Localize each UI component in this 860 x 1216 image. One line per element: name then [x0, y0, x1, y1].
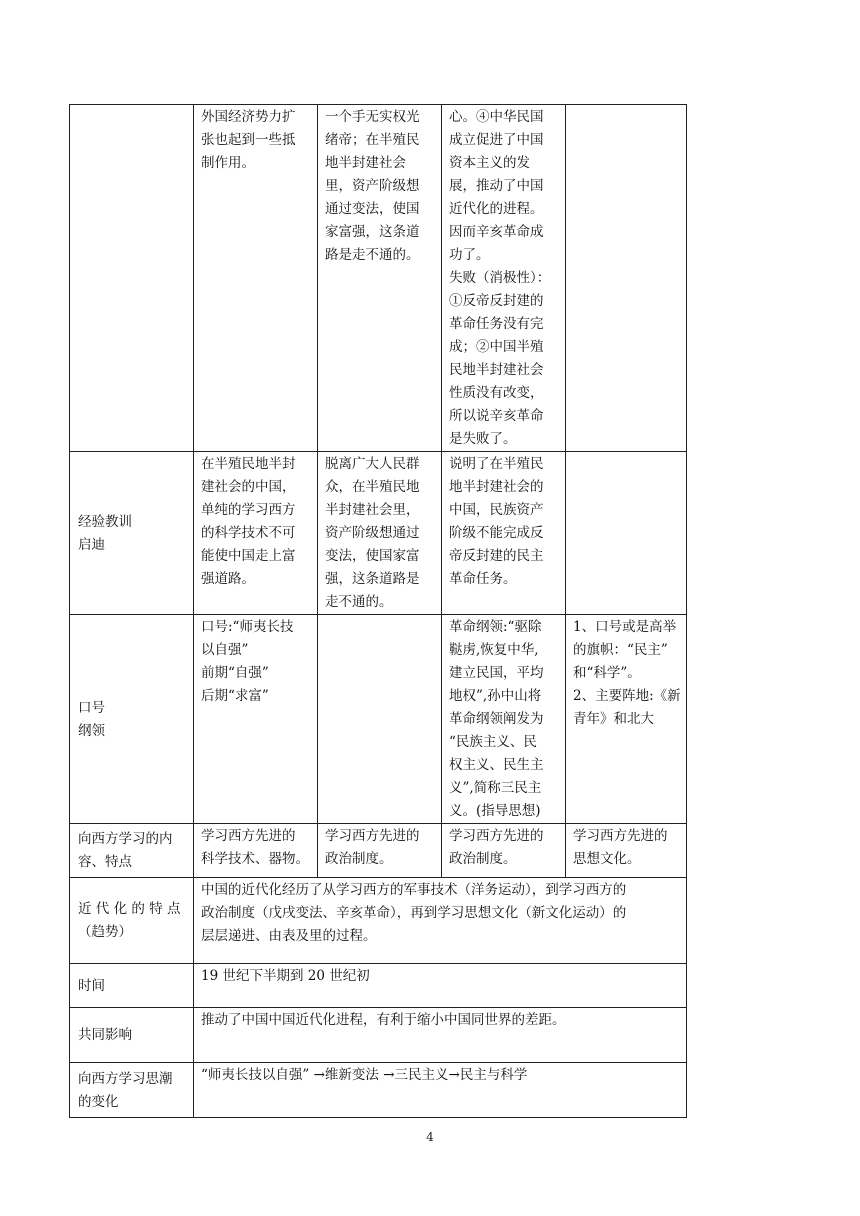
- cell-impact-text: 推动了中国中国近代化进程，有利于缩小中国同世界的差距。: [194, 1008, 687, 1063]
- text-line: 地权”,孙中山将: [449, 688, 542, 704]
- text-line: 失败（消极性）：: [449, 270, 551, 286]
- cell-new-culture: [566, 452, 687, 615]
- cell-westernization: [194, 824, 318, 878]
- text-line: 科学技术、器物。: [201, 851, 309, 867]
- cell-time-text: 19 世纪下半期到 20 世纪初: [194, 964, 687, 1008]
- text-line: 建社会的中国，: [201, 479, 296, 495]
- text-line: 2、主要阵地:《新: [573, 688, 681, 704]
- text-line: 革命任务。: [449, 571, 517, 587]
- text-line: 权主义、民生主: [449, 757, 544, 773]
- text-line: 和“科学”。: [573, 665, 641, 681]
- text-line: 成；②中国半殖: [449, 339, 544, 355]
- cell-revolution: [442, 824, 566, 878]
- text-line: 青年》和北大: [573, 711, 654, 727]
- text-line: 后期“求富”: [201, 688, 269, 704]
- cell-change-text: “师夷长技以自强” →维新变法 →三民主义→民主与科学: [194, 1063, 687, 1118]
- text-line: 经验教训: [78, 513, 132, 530]
- text-line: 义。(指导思想): [449, 803, 541, 819]
- text-line: 中国的近代化经历了从学习西方的军事技术（洋务运动），到学习西方的: [201, 882, 627, 898]
- text-line: 展，推动了中国: [449, 178, 544, 194]
- text-line: （趋势）: [78, 924, 132, 940]
- text-line: 学习西方先进的: [325, 828, 420, 844]
- text-line: 政治制度。: [325, 851, 393, 867]
- text-line: 向西方学习思潮: [78, 1070, 173, 1087]
- text-line: 成立促进了中国: [449, 132, 544, 148]
- cell-westernization: [194, 615, 318, 824]
- row-label-trend: [70, 878, 194, 964]
- text-line: 学习西方先进的: [201, 828, 296, 844]
- text-line: 口号: [78, 699, 105, 716]
- text-line: 政治制度。: [449, 851, 517, 867]
- text-line: 鞑虏,恢复中华,: [449, 642, 539, 658]
- text-line: 在半殖民地半封: [201, 456, 296, 472]
- text-line: 民地半封建社会: [449, 362, 544, 378]
- trend-row: [70, 878, 687, 964]
- text-line: 走不通的。: [325, 594, 393, 610]
- text-line: 前期“自强”: [201, 665, 269, 681]
- cell-reform: [318, 105, 442, 452]
- cell-new-culture: [566, 615, 687, 824]
- cell-trend-text: [194, 878, 687, 964]
- text-line: 是失败了。: [449, 431, 517, 447]
- text-line: 学习西方先进的: [449, 828, 544, 844]
- cell-new-culture: [566, 824, 687, 878]
- text-line: 层层递进、由表及里的过程。: [201, 928, 377, 944]
- cell-revolution: [442, 615, 566, 824]
- text-line: 心。④中华民国: [449, 109, 544, 125]
- lessons-row: [70, 452, 687, 615]
- page-number: 4: [426, 1130, 434, 1144]
- text-line: 半封建社会里，: [325, 502, 420, 518]
- cell-westernization: [194, 452, 318, 615]
- text-line: 近 代 化 的 特 点: [78, 901, 181, 917]
- text-line: 革命任务没有完: [449, 316, 544, 332]
- text-line: 通过变法，使国: [325, 201, 420, 217]
- text-line: 帝反封建的民主: [449, 548, 544, 564]
- impact-row: [70, 1008, 687, 1063]
- text-line: 革命纲领:“驱除: [449, 619, 542, 635]
- text-line: 资本主义的发: [449, 155, 530, 171]
- text-line: 启迪: [78, 536, 105, 553]
- cell-reform: [318, 824, 442, 878]
- text-line: 家富强，这条道: [325, 224, 420, 240]
- text-line: 政治制度（戊戌变法、辛亥革命），再到学习思想文化（新文化运动）的: [201, 905, 627, 921]
- text-line: 口号:“师夷长技: [201, 619, 294, 635]
- cell-reform: [318, 615, 442, 824]
- text-line: 因而辛亥革命成: [449, 224, 544, 240]
- text-line: 的变化: [78, 1093, 119, 1110]
- text-line: 思想文化。: [573, 851, 641, 867]
- text-line: 阶级不能完成反: [449, 525, 544, 541]
- text-line: 说明了在半殖民: [449, 456, 544, 472]
- cell-revolution: [442, 452, 566, 615]
- text-line: 所以说辛亥革命: [449, 408, 544, 424]
- row-label-time: 时间: [70, 964, 194, 1008]
- cell-new-culture: [566, 105, 687, 452]
- label-cell-empty: [70, 105, 194, 452]
- slogan-row: [70, 615, 687, 824]
- text-line: 制作用。: [201, 155, 255, 171]
- text-line: 以自强”: [201, 642, 249, 658]
- text-line: 向西方学习的内: [78, 831, 173, 847]
- cell-westernization: [194, 105, 318, 452]
- text-line: 中国，民族资产: [449, 502, 544, 518]
- text-line: 强，这条道路是: [325, 571, 420, 587]
- cell-reform: [318, 452, 442, 615]
- row-label-change: [70, 1063, 194, 1118]
- text-line: 变法，使国家富: [325, 548, 420, 564]
- text-line: 单纯的学习西方: [201, 502, 296, 518]
- row-label-content: [70, 824, 194, 878]
- text-line: 绪帝；在半殖民: [325, 132, 420, 148]
- text-line: 义”,简称三民主: [449, 780, 542, 796]
- text-line: 张也起到一些抵: [201, 132, 296, 148]
- cell-revolution: [442, 105, 566, 452]
- row-label-lessons: [70, 452, 194, 615]
- text-line: 建立民国，平均: [449, 665, 544, 681]
- text-line: 纲领: [78, 722, 105, 739]
- text-line: 功了。: [449, 247, 490, 263]
- history-comparison-table: [69, 104, 687, 1118]
- text-line: 一个手无实权光: [325, 109, 420, 125]
- text-line: 的科学技术不可: [201, 525, 296, 541]
- text-line: 容、特点: [78, 854, 132, 870]
- row-label-impact: 共同影响: [70, 1008, 194, 1063]
- time-row: [70, 964, 687, 1008]
- text-line: 路是走不通的。: [325, 247, 420, 263]
- text-line: 学习西方先进的: [573, 828, 668, 844]
- content-row: [70, 824, 687, 878]
- continuation-row: [70, 105, 687, 452]
- text-line: “民族主义、民: [449, 734, 537, 750]
- text-line: 近代化的进程。: [449, 201, 544, 217]
- text-line: 革命纲领阐发为: [449, 711, 544, 727]
- text-line: 里，资产阶级想: [325, 178, 420, 194]
- text-line: 资产阶级想通过: [325, 525, 420, 541]
- text-line: 外国经济势力扩: [201, 109, 296, 125]
- text-line: 强道路。: [201, 571, 255, 587]
- text-line: ①反帝反封建的: [449, 293, 544, 309]
- text-line: 能使中国走上富: [201, 548, 296, 564]
- text-line: 性质没有改变，: [449, 385, 544, 401]
- change-row: [70, 1063, 687, 1118]
- text-line: 的旗帜：“民主”: [573, 642, 668, 658]
- text-line: 地半封建社会的: [449, 479, 544, 495]
- text-line: 地半封建社会: [325, 155, 406, 171]
- text-line: 1、口号或是高举: [573, 619, 677, 635]
- text-line: 众，在半殖民地: [325, 479, 420, 495]
- row-label-slogan: [70, 615, 194, 824]
- text-line: 脱离广大人民群: [325, 456, 420, 472]
